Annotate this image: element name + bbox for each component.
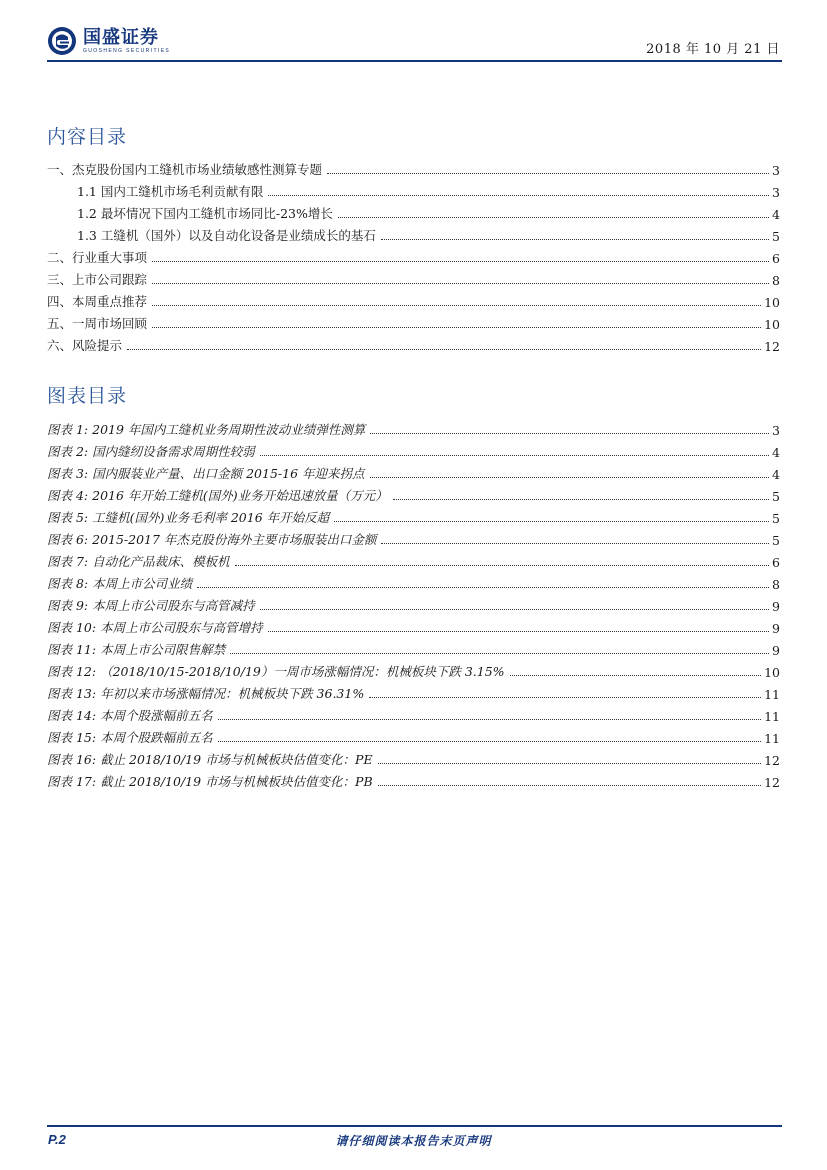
dot-leader — [327, 173, 769, 174]
toc-entry-page: 10 — [764, 317, 780, 332]
figure-entry[interactable] — [47, 418, 780, 438]
dot-leader — [235, 565, 769, 566]
toc-entry-page: 4 — [772, 207, 780, 222]
figure-entry[interactable] — [47, 616, 780, 636]
figure-entry-label: 图表 12: （2018/10/15-2018/10/19）一周市场涨幅情况：机械板块下跌 3.15% — [47, 664, 505, 679]
dot-leader — [260, 609, 769, 610]
dot-leader — [218, 741, 762, 742]
figure-entry-page: 5 — [772, 489, 780, 504]
figure-entry-page: 4 — [772, 467, 780, 482]
figure-entry[interactable] — [47, 748, 780, 768]
figure-entry[interactable] — [47, 638, 780, 658]
figure-entry-label: 图表 6: 2015-2017 年杰克股份海外主要市场服装出口金额 — [47, 532, 377, 547]
figure-entry-page: 10 — [764, 665, 780, 680]
toc-entry-label: 五、一周市场回顾 — [47, 316, 148, 331]
figure-entry[interactable] — [47, 572, 780, 592]
figure-entry-page: 3 — [772, 423, 780, 438]
toc-entry[interactable] — [47, 202, 780, 222]
toc-entry[interactable] — [47, 180, 780, 200]
figure-entry-label: 图表 11: 本周上市公司限售解禁 — [47, 642, 226, 657]
dot-leader — [152, 305, 761, 306]
figure-entry[interactable] — [47, 770, 780, 790]
dot-leader — [260, 455, 769, 456]
toc-entry[interactable] — [47, 290, 780, 310]
figure-entry[interactable] — [47, 726, 780, 746]
toc-entry-page: 12 — [764, 339, 780, 354]
dot-leader — [152, 327, 761, 328]
figure-entry-page: 5 — [772, 533, 780, 548]
figure-entry-label: 图表 15: 本周个股跌幅前五名 — [47, 730, 213, 745]
figure-entry-page: 11 — [764, 731, 780, 746]
report-date: 2018 年 10 月 21 日 — [646, 42, 780, 57]
toc-entry[interactable] — [47, 312, 780, 332]
dot-leader — [268, 195, 769, 196]
figure-entry-page: 9 — [772, 621, 780, 636]
figure-entry-page: 5 — [772, 511, 780, 526]
toc-entry-label: 六、风险提示 — [47, 338, 123, 353]
figure-entry-page: 11 — [764, 687, 780, 702]
dot-leader — [230, 653, 769, 654]
toc-entry[interactable] — [47, 246, 780, 266]
figure-entry[interactable] — [47, 484, 780, 504]
figure-entry-label: 图表 8: 本周上市公司业绩 — [47, 576, 193, 591]
dot-leader — [381, 543, 769, 544]
toc-entry-label: 一、杰克股份国内工缝机市场业绩敏感性测算专题 — [47, 162, 323, 177]
dot-leader — [152, 261, 769, 262]
toc-entry[interactable] — [47, 334, 780, 354]
dot-leader — [338, 217, 769, 218]
figure-entry-page: 11 — [764, 709, 780, 724]
dot-leader — [510, 675, 762, 676]
figure-entry[interactable] — [47, 462, 780, 482]
dot-leader — [370, 477, 770, 478]
toc-entry[interactable] — [47, 268, 780, 288]
figure-entry[interactable] — [47, 682, 780, 702]
logo-english-name: GUOSHENG SECURITIES — [83, 47, 171, 54]
toc-entry-page: 3 — [772, 185, 780, 200]
figure-entry-label: 图表 16: 截止 2018/10/19 市场与机械板块估值变化：PE — [47, 752, 373, 767]
figure-entry-page: 9 — [772, 643, 780, 658]
toc-entry-label: 1.3 工缝机（国外）以及自动化设备是业绩成长的基石 — [77, 228, 376, 243]
toc-entry-label: 四、本周重点推荐 — [47, 294, 148, 309]
figure-entry-page: 12 — [764, 775, 780, 790]
figure-entry-label: 图表 5: 工缝机(国外)业务毛利率 2016 年开始反超 — [47, 510, 330, 525]
figure-entry-label: 图表 7: 自动化产品裁床、模板机 — [47, 554, 230, 569]
dot-leader — [381, 239, 769, 240]
toc-entry[interactable] — [47, 158, 780, 178]
figure-entry-label: 图表 13: 年初以来市场涨幅情况：机械板块下跌 36.31% — [47, 686, 365, 701]
figure-entry[interactable] — [47, 440, 780, 460]
figure-entry-label: 图表 9: 本周上市公司股东与高管减持 — [47, 598, 255, 613]
figure-entry-label: 图表 14: 本周个股涨幅前五名 — [47, 708, 213, 723]
figure-entry-label: 图表 3: 国内服装业产量、出口金额 2015-16 年迎来拐点 — [47, 466, 365, 481]
figure-entry[interactable] — [47, 550, 780, 570]
header-divider — [47, 60, 782, 62]
figure-entry-label: 图表 4: 2016 年开始工缝机(国外)业务开始迅速放量（万元） — [47, 488, 388, 503]
dot-leader — [378, 785, 761, 786]
dot-leader — [378, 763, 762, 764]
footer-divider — [47, 1125, 782, 1127]
disclaimer-note: 请仔细阅读本报告末页声明 — [335, 1134, 492, 1148]
figure-entry-page: 12 — [764, 753, 780, 768]
figure-entry-label: 图表 1: 2019 年国内工缝机业务周期性波动业绩弹性测算 — [47, 422, 366, 437]
figure-entry-label: 图表 17: 截止 2018/10/19 市场与机械板块估值变化：PB — [47, 774, 373, 789]
dot-leader — [334, 521, 769, 522]
dot-leader — [152, 283, 769, 284]
figure-entry-label: 图表 10: 本周上市公司股东与高管增持 — [47, 620, 263, 635]
dot-leader — [393, 499, 769, 500]
content-toc-title: 内容目录 — [47, 126, 128, 148]
toc-entry-page: 3 — [772, 163, 780, 178]
page-number: P.2 — [48, 1132, 66, 1147]
figure-entry[interactable] — [47, 506, 780, 526]
dot-leader — [268, 631, 769, 632]
figure-entry[interactable] — [47, 660, 780, 680]
company-logo — [47, 26, 170, 56]
toc-entry-page: 8 — [772, 273, 780, 288]
figure-entry-page: 9 — [772, 599, 780, 614]
page-header — [47, 22, 782, 62]
toc-entry-label: 1.2 最坏情况下国内工缝机市场同比-23%增长 — [77, 206, 333, 221]
figure-entry[interactable] — [47, 594, 780, 614]
toc-entry-label: 1.1 国内工缝机市场毛利贡献有限 — [77, 184, 264, 199]
toc-entry-page: 10 — [764, 295, 780, 310]
toc-entry-label: 二、行业重大事项 — [47, 250, 148, 265]
figure-entry[interactable] — [47, 704, 780, 724]
dot-leader — [369, 697, 761, 698]
dot-leader — [370, 433, 769, 434]
figure-entry[interactable] — [47, 528, 780, 548]
figure-entry-page: 8 — [772, 577, 780, 592]
guosheng-logo-icon — [47, 26, 77, 56]
figure-entry-page: 6 — [772, 555, 780, 570]
toc-entry-page: 5 — [772, 229, 780, 244]
figure-entry-page: 4 — [772, 445, 780, 460]
toc-entry[interactable] — [47, 224, 780, 244]
toc-entry-page: 6 — [772, 251, 780, 266]
figure-entry-label: 图表 2: 国内缝纫设备需求周期性较弱 — [47, 444, 255, 459]
dot-leader — [218, 719, 762, 720]
toc-entry-label: 三、上市公司跟踪 — [47, 272, 148, 287]
figure-toc-title: 图表目录 — [47, 385, 128, 407]
logo-chinese-name: 国盛证券 — [83, 26, 159, 48]
dot-leader — [127, 349, 761, 350]
dot-leader — [197, 587, 769, 588]
